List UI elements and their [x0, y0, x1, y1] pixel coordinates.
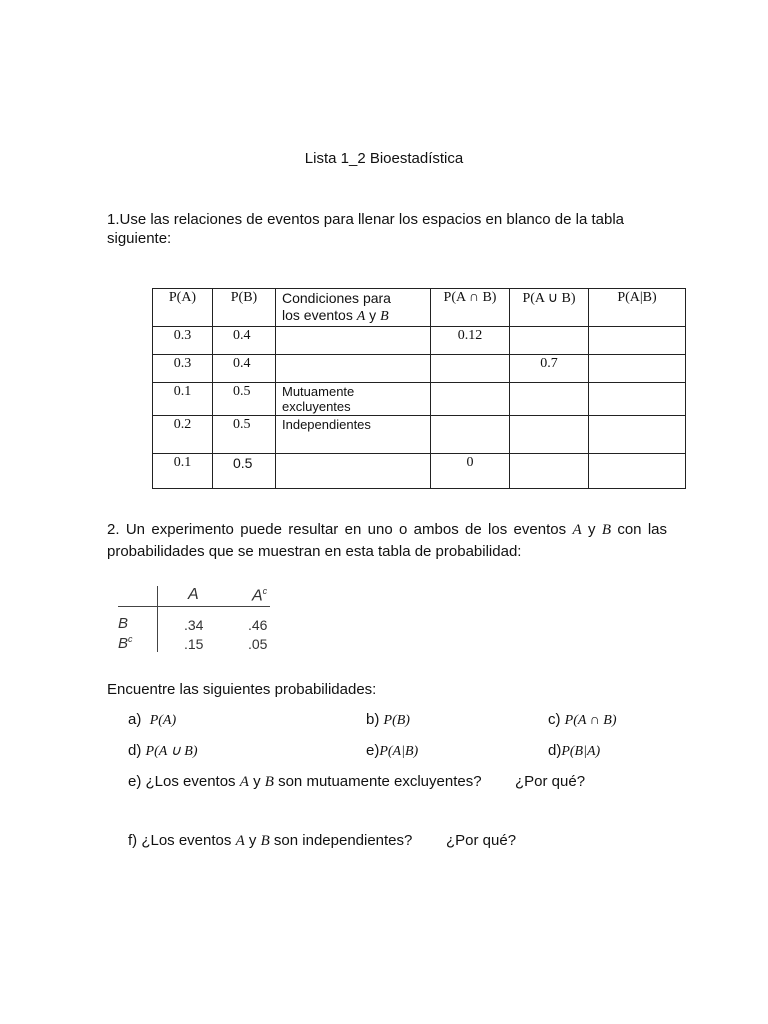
option-b [366, 711, 410, 729]
cell-condition [276, 454, 431, 489]
option-d2-label: d) [548, 742, 562, 759]
cell-conditional [589, 454, 686, 489]
cell-pb: 0.5 [213, 454, 276, 489]
cell-union [510, 327, 589, 355]
cell-intersection: 0 [431, 454, 510, 489]
question-e-a: A [239, 774, 249, 790]
cell-intersection [431, 416, 510, 454]
option-e [366, 742, 418, 760]
option-c-label: c) [548, 711, 561, 728]
q2-event-a: A [572, 522, 582, 538]
probability-table-hline [118, 606, 270, 607]
table-row [153, 355, 686, 383]
cell-condition: Mutuamente excluyentes [276, 383, 431, 416]
q2-pre: 2. Un experimento puede resultar en uno o ambos de los eventos [107, 521, 567, 538]
question-e-post: son mutuamente excluyentes? [278, 773, 482, 790]
question-f-why: ¿Por qué? [446, 832, 517, 849]
header-conditions-line2: los eventos [282, 307, 353, 323]
cell-conditional [589, 355, 686, 383]
option-c [548, 711, 617, 729]
question-f-pre: f) ¿Los eventos [128, 832, 232, 849]
question-e-pre: e) ¿Los eventos [128, 773, 236, 790]
cell-pa: 0.3 [153, 355, 213, 383]
option-d2-expr: P(B|A) [561, 744, 601, 759]
option-e-expr: P(A|B) [379, 744, 419, 759]
cell-union [510, 383, 589, 416]
cell-pa: 0.3 [153, 327, 213, 355]
header-conditions-a: A [356, 309, 366, 324]
header-conditional: P(A|B) [589, 289, 686, 327]
header-intersection: P(A ∩ B) [431, 289, 510, 327]
question-2-text [107, 519, 667, 562]
question-f-b: B [260, 833, 270, 849]
table-row [153, 383, 686, 416]
cell-pa: 0.1 [153, 454, 213, 489]
cell-intersection: 0.12 [431, 327, 510, 355]
question-f-y: y [248, 832, 257, 849]
option-a [128, 711, 176, 729]
cell-pb: 0.4 [213, 327, 276, 355]
option-e-label: e) [366, 742, 380, 759]
cell-condition [276, 327, 431, 355]
header-pb: P(B) [213, 289, 276, 327]
question-f-a: A [235, 833, 245, 849]
cell-union [510, 454, 589, 489]
table-row [153, 454, 686, 489]
cell-pb: 0.4 [213, 355, 276, 383]
option-c-expr: P(A ∩ B) [564, 713, 617, 728]
header-conditions-b: B [380, 309, 389, 324]
header-conditions [276, 289, 431, 327]
header-conditions-y: y [369, 307, 377, 323]
pt-col-ac [252, 586, 267, 605]
cell-pa: 0.2 [153, 416, 213, 454]
pt-row-b: B [118, 615, 129, 632]
pt-col-a: A [188, 586, 199, 603]
cell-pb: 0.5 [213, 416, 276, 454]
cell-union: 0.7 [510, 355, 589, 383]
cell-pb: 0.5 [213, 383, 276, 416]
question-e-b: B [264, 774, 274, 790]
question-1-text: 1.Use las relaciones de eventos para llenar los espacios en blanco de la tabla siguiente: [107, 211, 624, 247]
q2-event-b: B [601, 522, 611, 538]
option-b-expr: P(B) [383, 713, 410, 728]
option-d-expr: P(A ∪ B) [145, 744, 198, 759]
cell-condition [276, 355, 431, 383]
question-e-why: ¿Por qué? [515, 773, 586, 790]
q2-y: y [587, 521, 596, 538]
pt-bc-a: .15 [184, 636, 204, 652]
option-d-label: d) [128, 742, 142, 759]
question-f-post: son independientes? [273, 832, 413, 849]
cell-intersection [431, 383, 510, 416]
cell-conditional [589, 416, 686, 454]
pt-bc-ac: .05 [248, 636, 268, 652]
pt-col-ac-sup: c [262, 586, 268, 596]
q2-post: con las probabilidades que se muestran en esta tabla de probabilidad: [107, 521, 668, 560]
cell-union [510, 416, 589, 454]
header-conditions-line1: Condiciones para [282, 290, 391, 306]
question-f [128, 832, 412, 850]
pt-col-ac-letter: A [252, 587, 263, 605]
option-d [128, 742, 198, 760]
option-d2 [548, 742, 600, 760]
option-b-label: b) [366, 711, 380, 728]
cell-pa: 0.1 [153, 383, 213, 416]
pt-row-bc-letter: B [118, 635, 129, 652]
pt-row-bc-sup: c [128, 634, 133, 644]
cell-condition: Independientes [276, 416, 431, 454]
events-table [152, 288, 686, 489]
cell-conditional [589, 383, 686, 416]
header-union: P(A ∪ B) [510, 289, 589, 327]
cell-intersection [431, 355, 510, 383]
table-row [153, 327, 686, 355]
header-pa: P(A) [153, 289, 213, 327]
find-instructions: Encuentre las siguientes probabilidades: [107, 681, 377, 698]
option-a-label: a) [128, 711, 142, 728]
table-row [153, 416, 686, 454]
question-e [128, 773, 482, 791]
pt-b-a: .34 [184, 617, 204, 633]
probability-table-vline [157, 586, 158, 652]
page-title: Lista 1_2 Bioestadística [304, 150, 464, 167]
pt-b-ac: .46 [248, 617, 268, 633]
cell-conditional [589, 327, 686, 355]
pt-row-bc [118, 634, 133, 652]
option-a-expr: P(A) [149, 713, 177, 728]
question-e-y: y [253, 773, 261, 790]
